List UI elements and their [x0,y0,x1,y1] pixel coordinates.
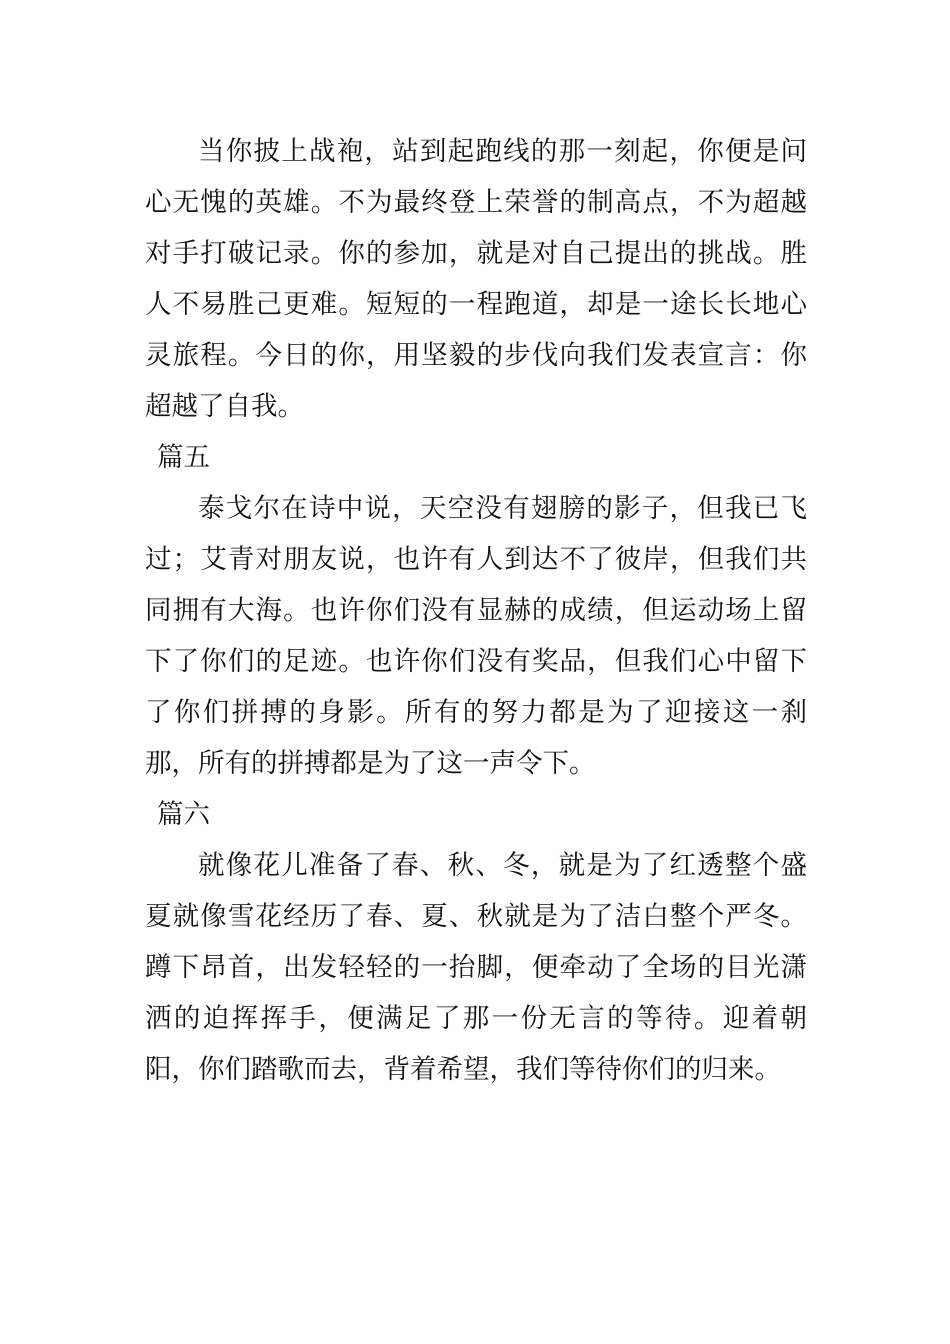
section-heading-6: 篇六 [157,799,210,830]
document-body [145,126,807,1095]
paragraph-3: 就像花儿准备了春、秋、冬，就是为了红透整个盛夏就像雪花经历了春、夏、秋就是为了洁白整个严冬。蹲下昂首，出发轻轻的一抬脚，便牵动了全场的目光潇洒的迫挥挥手，便满足了那一份无言的等待。迎着朝阳，你们踏歌而去，背着希望，我们等待你们的归来。 [145,850,807,1085]
paragraph-1: 当你披上战袍，站到起跑线的那一刻起，你便是问心无愧的英雄。不为最终登上荣誉的制高点，不为超越对手打破记录。你的参加，就是对自己提出的挑战。胜人不易胜己更难。短短的一程跑道，却是一途长长地心灵旅程。今日的你，用坚毅的步伐向我们发表宣言：你超越了自我。 [145,136,807,422]
section-heading-5: 篇五 [157,442,210,473]
paragraph-2: 泰戈尔在诗中说，天空没有翅膀的影子，但我已飞过；艾青对朋友说，也许有人到达不了彼岸，但我们共同拥有大海。也许你们没有显赫的成绩，但运动场上留下了你们的足迹。也许你们没有奖品，但我们心中留下了你们拼搏的身影。所有的努力都是为了迎接这一刹那，所有的拼搏都是为了这一声令下。 [145,493,807,779]
